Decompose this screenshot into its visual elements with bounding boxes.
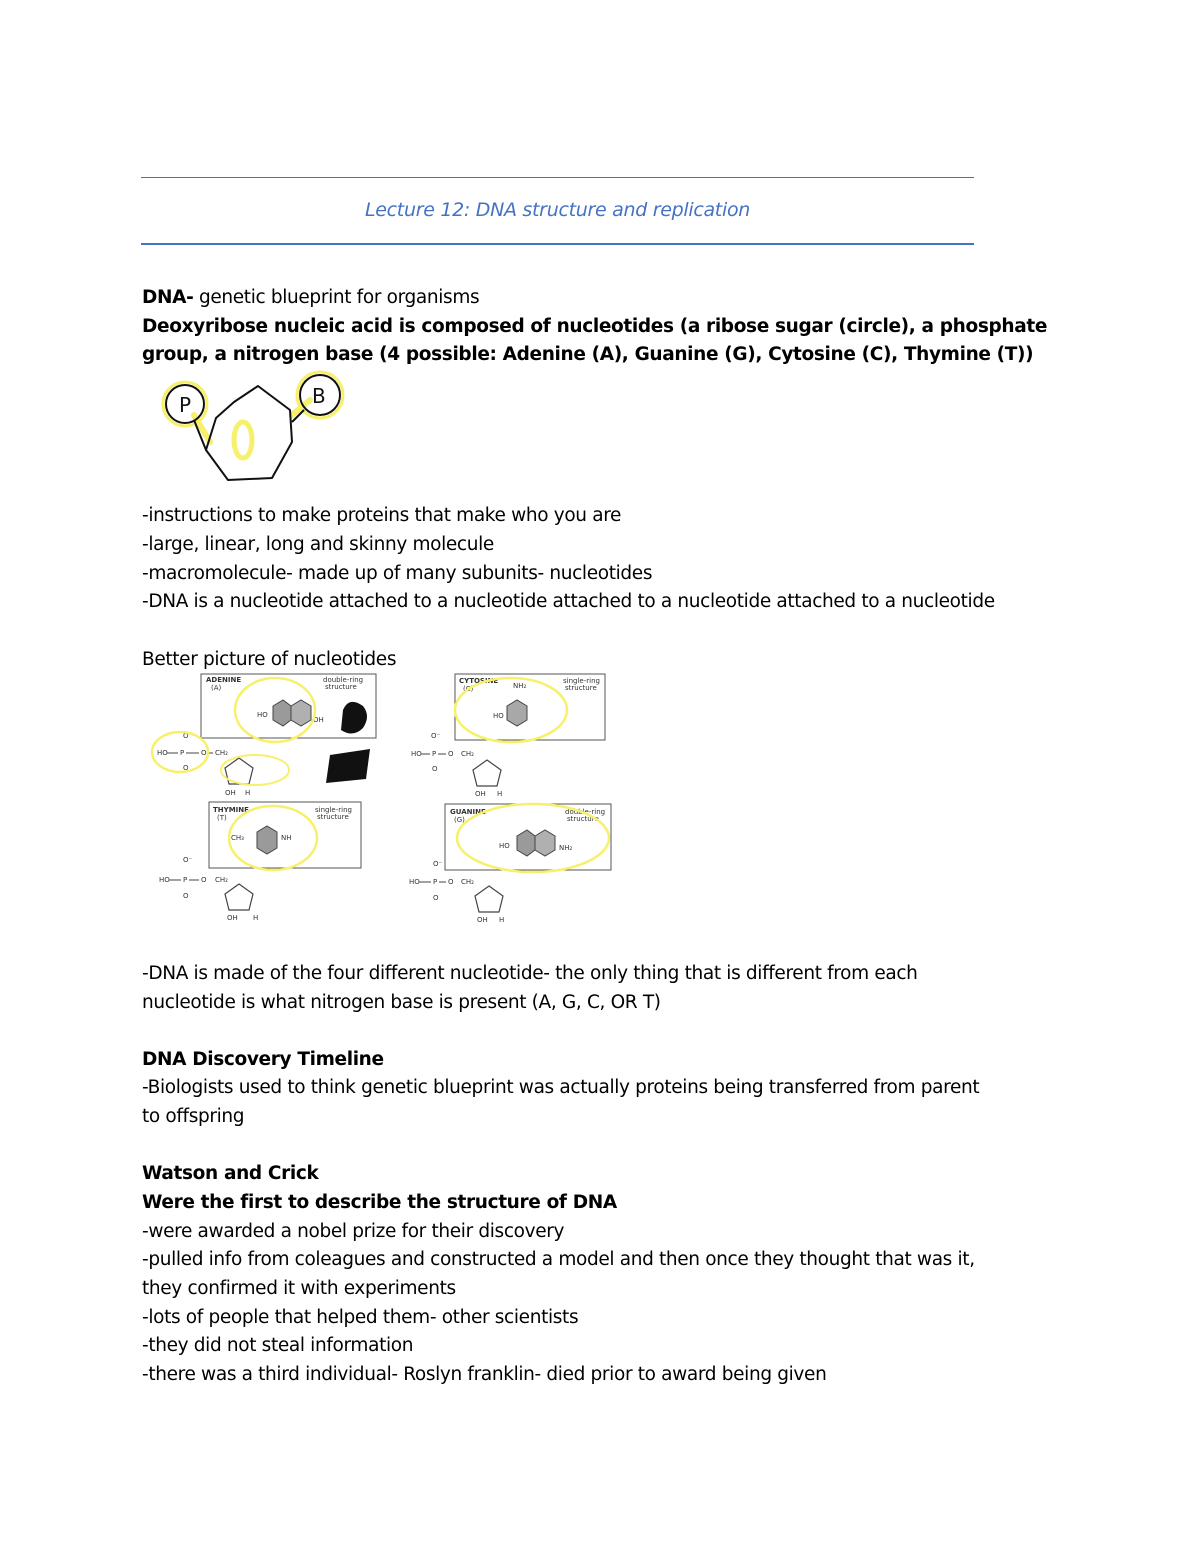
- bullet1-0: -instructions to make proteins that make who you are: [142, 505, 622, 526]
- svg-text:HO: HO: [159, 876, 170, 884]
- lecture-title: Lecture 12: DNA structure and replication: [364, 199, 751, 221]
- bullet2-0: -DNA is made of the four different nucleotide- the only thing that is different from each: [142, 963, 918, 984]
- cytosine-ring: single-ring: [563, 677, 600, 685]
- bullet1-3: -DNA is a nucleotide attached to a nucleotide attached to a nucleotide attached to a nucleotide: [142, 591, 995, 612]
- svg-text:H: H: [499, 916, 505, 924]
- svg-text:HO: HO: [409, 878, 420, 886]
- thymine-structure: [209, 802, 361, 870]
- svg-text:NH₂: NH₂: [559, 844, 573, 852]
- svg-text:O: O: [183, 892, 189, 900]
- thymine-abbr: (T): [217, 814, 227, 822]
- svg-text:P: P: [432, 750, 437, 758]
- guanine-ring2: structure: [567, 815, 599, 823]
- svg-text:HO: HO: [157, 749, 168, 757]
- svg-text:O: O: [432, 765, 438, 773]
- dna-definition: [142, 284, 479, 312]
- svg-text:O⁻: O⁻: [431, 732, 441, 740]
- watson-line-4: -they did not steal information: [142, 1335, 414, 1356]
- header-rule-bottom: [141, 243, 974, 245]
- adenine-structure: [201, 674, 376, 742]
- svg-text:O: O: [201, 876, 207, 884]
- adenine-ring2: structure: [325, 683, 357, 691]
- adenine-ho: HO: [257, 711, 268, 719]
- watson-line-0: -were awarded a nobel prize for their discovery: [142, 1221, 565, 1242]
- guanine-abbr: (G): [454, 816, 465, 824]
- adenine-ring: double-ring: [323, 676, 364, 684]
- svg-text:P: P: [183, 876, 188, 884]
- guanine-structure: [445, 804, 611, 872]
- svg-text:P: P: [433, 878, 438, 886]
- svg-text:O⁻: O⁻: [183, 856, 193, 864]
- cytosine-ring2: structure: [565, 684, 597, 692]
- svg-text:O: O: [183, 764, 189, 772]
- svg-text:HO: HO: [499, 842, 510, 850]
- watson-heading: Watson and Crick: [142, 1163, 319, 1184]
- svg-text:O: O: [448, 750, 454, 758]
- svg-text:CH₂: CH₂: [215, 749, 228, 757]
- composition-line-1: Deoxyribose nucleic acid is composed of nucleotides (a ribose sugar (circle), a phosphate: [142, 316, 1048, 337]
- svg-text:O⁻: O⁻: [433, 860, 443, 868]
- dna-term: DNA-: [142, 287, 194, 308]
- svg-text:NH: NH: [281, 834, 292, 842]
- adenine-backbone: [152, 732, 370, 797]
- svg-text:H: H: [253, 914, 259, 922]
- svg-text:CH₂: CH₂: [461, 878, 474, 886]
- thymine-name: THYMINE: [213, 806, 249, 814]
- svg-text:CH₃: CH₃: [231, 834, 244, 842]
- svg-text:OH: OH: [475, 790, 486, 798]
- timeline-line-0: -Biologists used to think genetic blueprint was actually proteins being transferred from parent: [142, 1077, 980, 1098]
- cytosine-structure: [455, 674, 605, 742]
- svg-text:NH₂: NH₂: [513, 682, 527, 690]
- bullet2-1: nucleotide is what nitrogen base is present (A, G, C, OR T): [142, 992, 661, 1013]
- figure-heading: Better picture of nucleotides: [142, 649, 397, 670]
- svg-text:O: O: [433, 894, 439, 902]
- svg-text:CH₂: CH₂: [461, 750, 474, 758]
- header-rule-top: [141, 177, 974, 178]
- watson-line-2: they confirmed it with experiments: [142, 1278, 456, 1299]
- nucleotide-sketch: [150, 370, 360, 510]
- svg-text:P: P: [180, 749, 185, 757]
- guanine-ring: double-ring: [565, 808, 606, 816]
- svg-text:O⁻: O⁻: [183, 732, 193, 740]
- watson-subheading: Were the first to describe the structure of DNA: [142, 1192, 617, 1213]
- svg-text:H: H: [245, 789, 251, 797]
- dna-def: genetic blueprint for organisms: [193, 287, 480, 308]
- composition-line-2: group, a nitrogen base (4 possible: Adenine (A), Guanine (G), Cytosine (C), Thymine (T)): [142, 344, 1034, 365]
- timeline-heading: DNA Discovery Timeline: [142, 1049, 384, 1070]
- cytosine-backbone: [411, 732, 502, 798]
- phosphate-label: P: [179, 393, 192, 417]
- svg-text:H: H: [497, 790, 503, 798]
- svg-text:OH: OH: [477, 916, 488, 924]
- bullet1-2: -macromolecule- made up of many subunits- nucleotides: [142, 563, 653, 584]
- svg-text:OH: OH: [225, 789, 236, 797]
- svg-text:O: O: [201, 749, 207, 757]
- bullet1-1: -large, linear, long and skinny molecule: [142, 534, 494, 555]
- adenine-name: ADENINE: [206, 676, 242, 684]
- svg-text:OH: OH: [227, 914, 238, 922]
- watson-line-1: -pulled info from coleagues and constructed a model and then once they thought that was it,: [142, 1249, 975, 1270]
- svg-text:HO: HO: [493, 712, 504, 720]
- guanine-name: GUANINE: [450, 808, 486, 816]
- cytosine-abbr: (C): [463, 685, 474, 693]
- timeline-line-1: to offspring: [142, 1106, 245, 1127]
- svg-text:O: O: [448, 878, 454, 886]
- adenine-oh: OH: [313, 716, 324, 724]
- nucleotides-figure: [145, 670, 625, 930]
- svg-text:HO: HO: [411, 750, 422, 758]
- svg-text:CH₂: CH₂: [215, 876, 228, 884]
- watson-line-3: -lots of people that helped them- other scientists: [142, 1307, 579, 1328]
- thymine-ring2: structure: [317, 813, 349, 821]
- cytosine-name: CYTOSINE: [459, 677, 499, 685]
- thymine-ring: single-ring: [315, 806, 352, 814]
- adenine-abbr: (A): [211, 684, 222, 692]
- base-label: B: [312, 384, 326, 408]
- watson-line-5: -there was a third individual- Roslyn franklin- died prior to award being given: [142, 1364, 827, 1385]
